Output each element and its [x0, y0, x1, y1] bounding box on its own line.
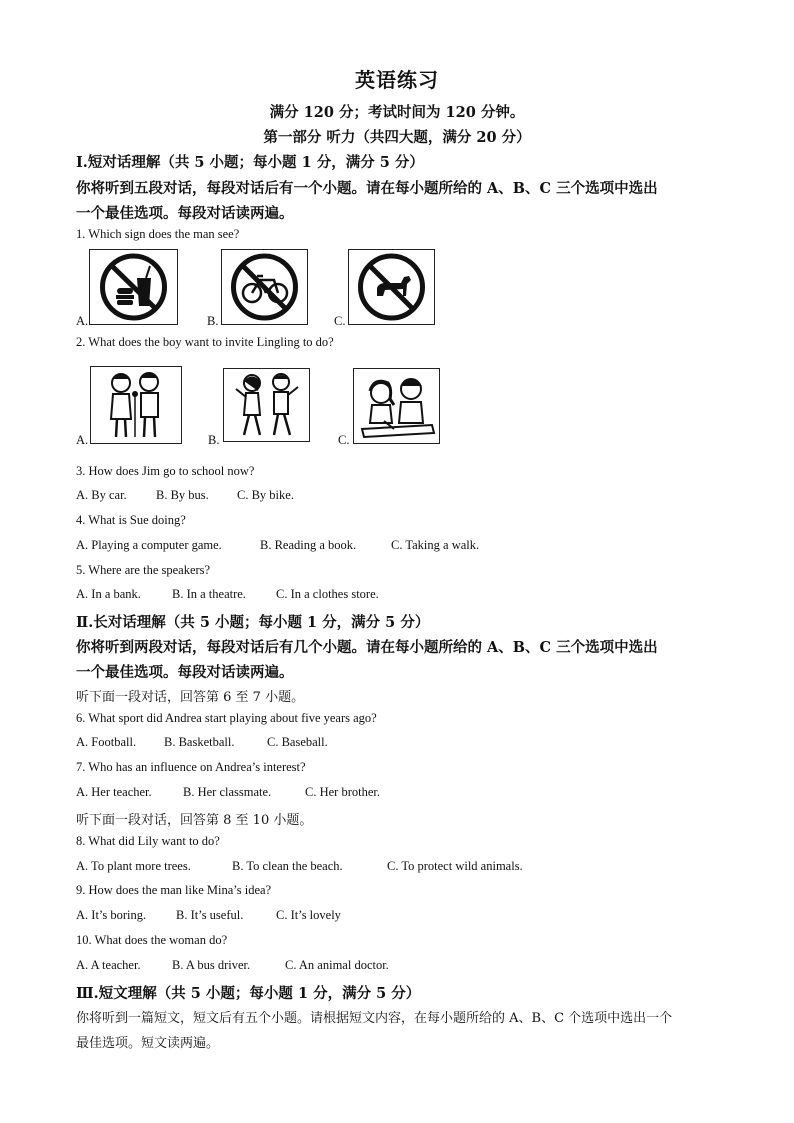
q10-option-b: B. A bus driver.	[172, 958, 251, 972]
score-time-line: 满分 120 分；考试时间为 120 分钟。	[269, 104, 525, 121]
section-2-note-1: 听下面一段对话，回答第 6 至 7 小题。	[76, 690, 305, 705]
q2-option-b-label: B.	[208, 433, 220, 447]
two-kids-dancing-icon	[223, 368, 310, 442]
q1-option-c-label: C.	[334, 314, 346, 328]
q4-option-b: B. Reading a book.	[260, 538, 357, 552]
section-2-instruction-line-1: 你将听到两段对话，每段对话后有几个小题。请在每小题所给的 A、B、C 三个选项中选出	[76, 639, 658, 656]
section-3-instruction-line-2: 最佳选项。短文读两遍。	[76, 1036, 220, 1051]
section-1-instruction-line-1: 你将听到五段对话，每段对话后有一个小题。请在每小题所给的 A、B、C 三个选项中选出	[76, 180, 658, 197]
question-7: 7. Who has an influence on Andrea’s interest?	[76, 760, 306, 774]
q7-option-c: C. Her brother.	[305, 785, 380, 799]
q5-option-a: A. In a bank.	[76, 587, 141, 601]
two-kids-painting-icon	[353, 368, 440, 444]
section-2-note-2: 听下面一段对话，回答第 8 至 10 小题。	[76, 813, 313, 828]
q1-option-a-label: A.	[76, 314, 89, 328]
q6-option-c: C. Baseball.	[267, 735, 328, 749]
q3-option-c: C. By bike.	[237, 488, 294, 502]
section-3-heading: Ⅲ.短文理解（共 5 小题；每小题 1 分，满分 5 分）	[76, 985, 421, 1002]
q4-option-a: A. Playing a computer game.	[76, 538, 222, 552]
q10-option-c: C. An animal doctor.	[285, 958, 389, 972]
q5-option-c: C. In a clothes store.	[276, 587, 379, 601]
question-5: 5. Where are the speakers?	[76, 563, 211, 577]
q2-option-a-label: A.	[76, 433, 89, 447]
q10-option-a: A. A teacher.	[76, 958, 141, 972]
q6-option-b: B. Basketball.	[164, 735, 235, 749]
no-dogs-sign-icon	[348, 249, 435, 325]
q5-option-b: B. In a theatre.	[172, 587, 246, 601]
no-bicycle-sign-icon	[221, 249, 308, 325]
q9-option-b: B. It’s useful.	[176, 908, 244, 922]
q8-option-c: C. To protect wild animals.	[387, 859, 523, 873]
q3-option-b: B. By bus.	[156, 488, 209, 502]
question-1: 1. Which sign does the man see?	[76, 227, 240, 241]
q2-option-c-label: C.	[338, 433, 350, 447]
q8-option-b: B. To clean the beach.	[232, 859, 343, 873]
two-kids-singing-icon	[90, 366, 182, 444]
question-10: 10. What does the woman do?	[76, 933, 228, 947]
section-1-heading: Ⅰ.短对话理解（共 5 小题；每小题 1 分，满分 5 分）	[76, 154, 424, 171]
q1-option-b-label: B.	[207, 314, 219, 328]
no-food-drink-sign-icon	[89, 249, 178, 325]
part-one-heading: 第一部分 听力（共四大题，满分 20 分）	[263, 129, 531, 146]
q8-option-a: A. To plant more trees.	[76, 859, 191, 873]
q9-option-c: C. It’s lovely	[276, 908, 341, 922]
q7-option-a: A. Her teacher.	[76, 785, 152, 799]
question-4: 4. What is Sue doing?	[76, 513, 186, 527]
section-1-instruction-line-2: 一个最佳选项。每段对话读两遍。	[76, 205, 294, 222]
question-6: 6. What sport did Andrea start playing about five years ago?	[76, 711, 377, 725]
section-3-instruction-line-1: 你将听到一篇短文，短文后有五个小题。请根据短文内容，在每小题所给的 A、B、C 个选项中选出一个	[76, 1011, 673, 1026]
page-title: 英语练习	[355, 68, 439, 92]
section-2-instruction-line-2: 一个最佳选项。每段对话读两遍。	[76, 664, 294, 681]
section-2-heading: Ⅱ.长对话理解（共 5 小题；每小题 1 分，满分 5 分）	[76, 614, 430, 631]
q6-option-a: A. Football.	[76, 735, 137, 749]
q9-option-a: A. It’s boring.	[76, 908, 147, 922]
question-8: 8. What did Lily want to do?	[76, 834, 220, 848]
q7-option-b: B. Her classmate.	[183, 785, 272, 799]
question-2: 2. What does the boy want to invite Lingling to do?	[76, 335, 334, 349]
question-9: 9. How does the man like Mina’s idea?	[76, 883, 272, 897]
question-3: 3. How does Jim go to school now?	[76, 464, 255, 478]
q4-option-c: C. Taking a walk.	[391, 538, 480, 552]
q3-option-a: A. By car.	[76, 488, 127, 502]
